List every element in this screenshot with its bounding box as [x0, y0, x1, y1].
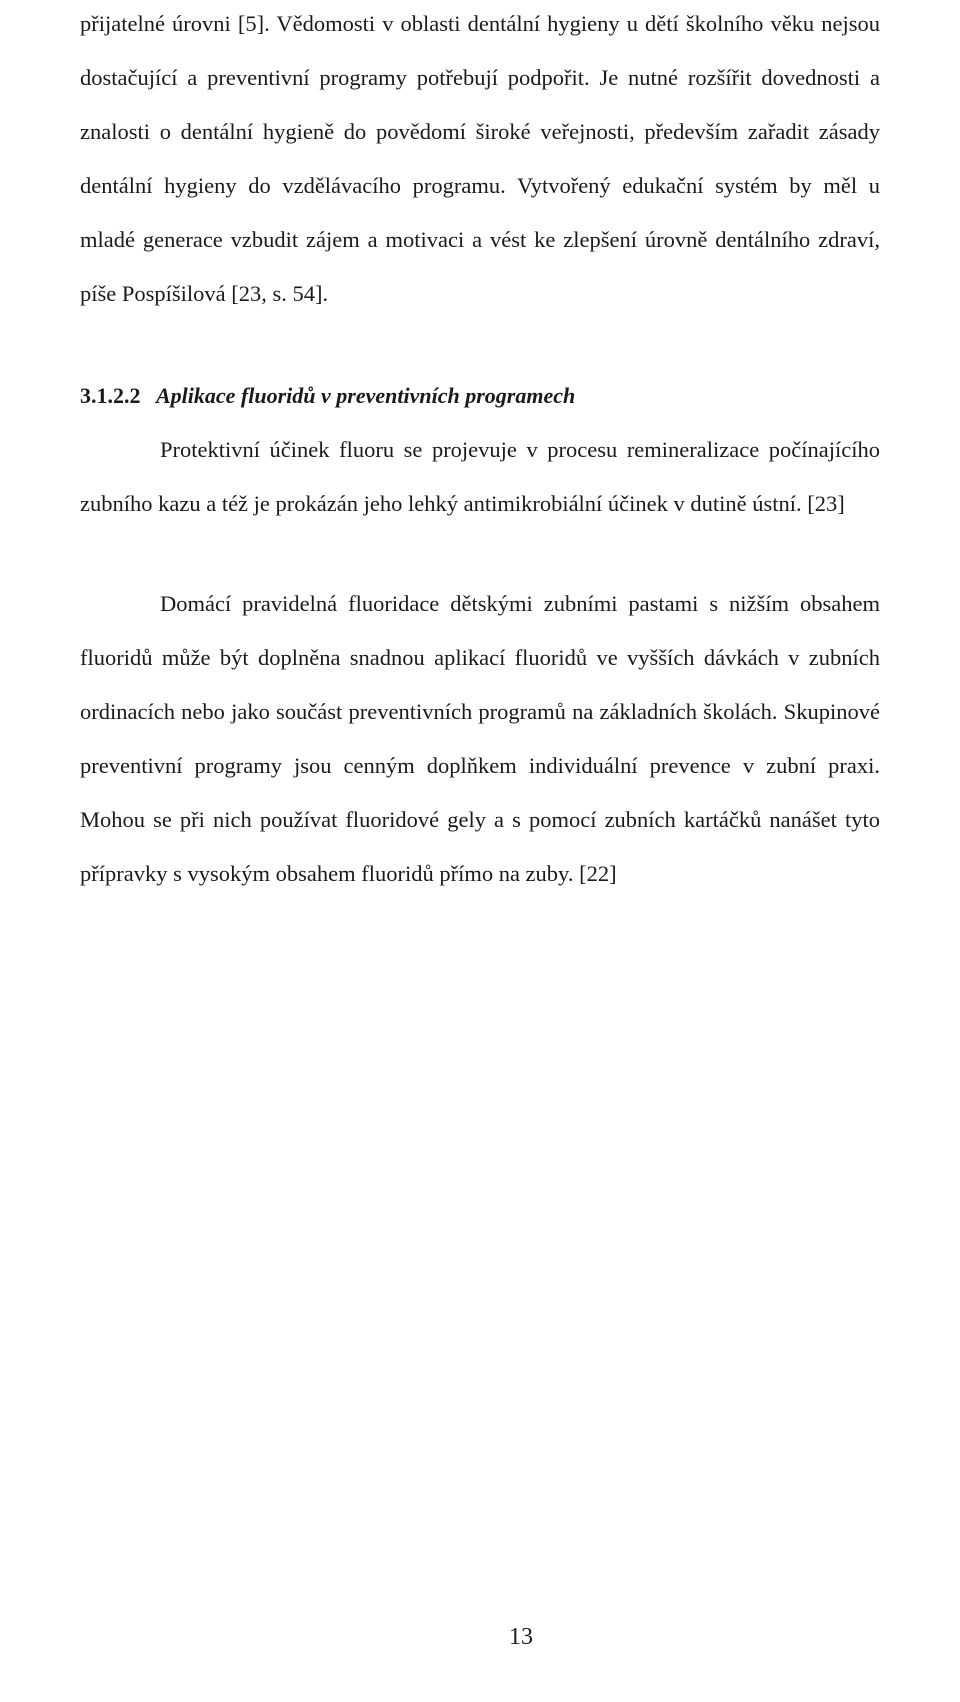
- section-title: Aplikace fluoridů v preventivních programech: [156, 383, 576, 408]
- paragraph-intro: přijatelné úrovni [5]. Vědomosti v oblasti dentální hygieny u dětí školního věku nejsou dostačující a preventivní programy potřebují podpořit. Je nutné rozšířit dovednosti a znalosti o dentální hygieně do povědomí široké veřejnosti, především zařadit zásady dentální hygieny do vzdělávacího programu. Vytvořený edukační systém by měl u mladé generace vzbudit zájem a motivaci a vést ke zlepšení úrovně dentálního zdraví, píše Pospíšilová [23, s. 54].: [80, 11, 880, 306]
- section-number: 3.1.2.2: [80, 383, 141, 408]
- paragraph-fluoridation-programs: Domácí pravidelná fluoridace dětskými zubními pastami s nižším obsahem fluoridů může být doplněna snadnou aplikací fluoridů ve vyšších dávkách v zubních ordinacích nebo jako součást preventivních programů na základních školách. Skupinové preventivní programy jsou cenným doplňkem individuální prevence v zubní praxi. Mohou se při nich používat fluoridové gely a s pomocí zubních kartáčků nanášet tyto přípravky s vysokým obsahem fluoridů přímo na zuby. [22]: [80, 591, 880, 886]
- page-number: 13: [509, 1624, 533, 1650]
- paragraph-spacer: [80, 531, 880, 577]
- document-page: [80, 0, 880, 901]
- paragraph-fluoride-effect: Protektivní účinek fluoru se projevuje v procesu remineralizace počínajícího zubního kazu a též je prokázán jeho lehký antimikrobiální účinek v dutině ústní. [23]: [80, 437, 880, 516]
- section-heading: [80, 369, 880, 423]
